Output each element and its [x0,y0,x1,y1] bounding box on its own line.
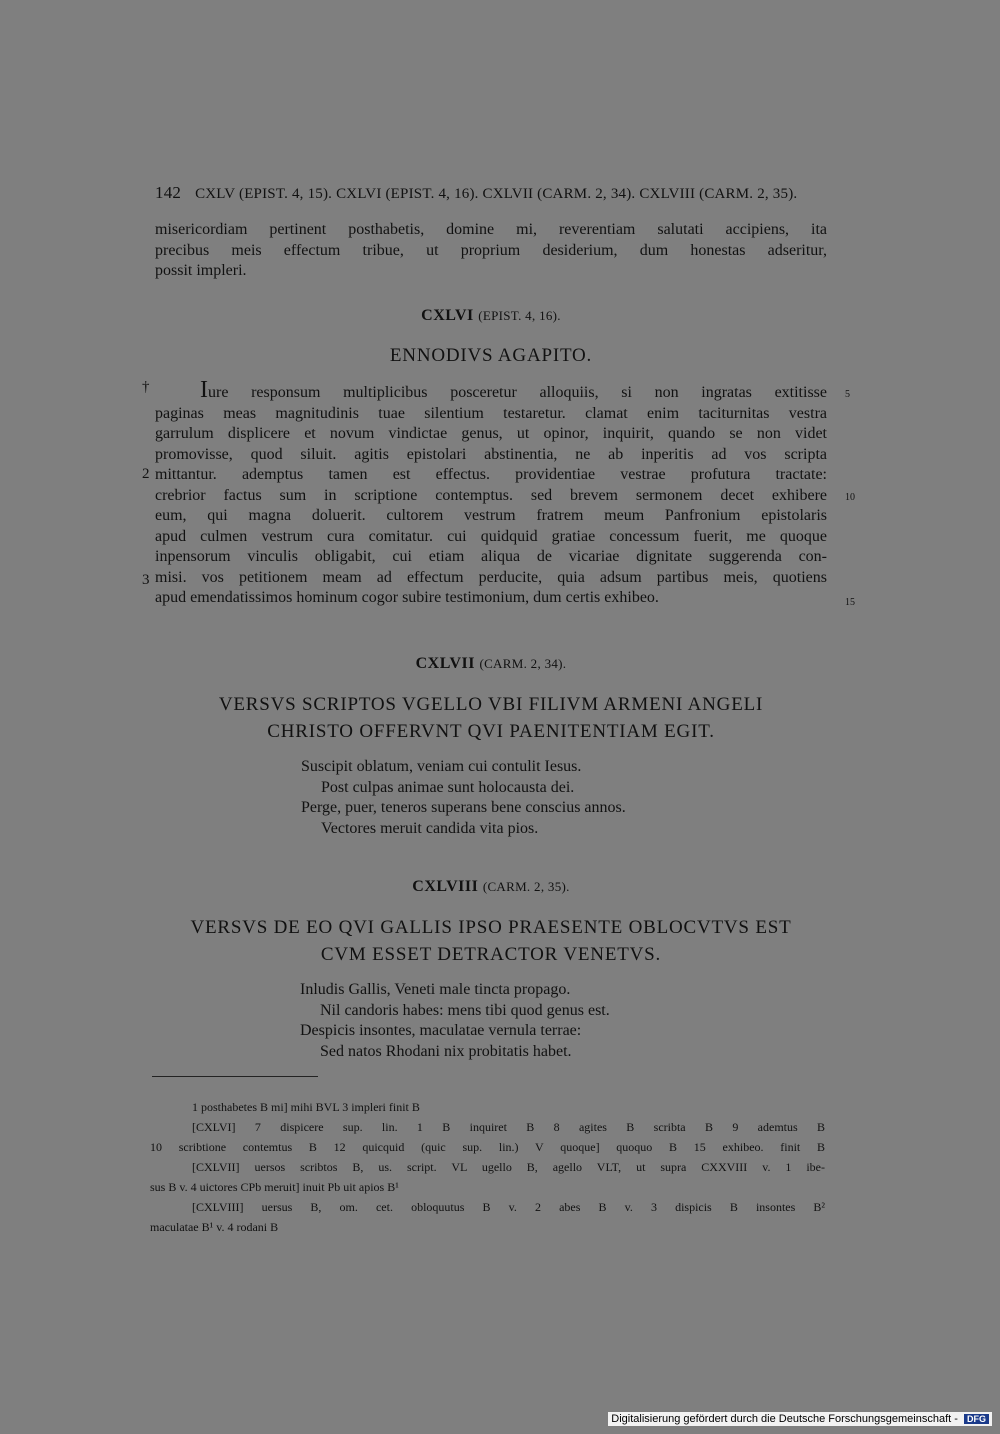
text-line: crebrior factus sum in scriptione contemptus. sed brevem sermonem decet exhibere [155,486,827,504]
running-header [155,183,797,203]
section-title-147-line-1: VERSVS SCRIPTOS VGELLO VBI FILIVM ARMENI ANGELI [218,694,764,715]
note-line: 1 posthabetes B mi] mihi BVL 3 impleri finit B [192,1100,420,1114]
dfg-logo: DFG [964,1414,989,1424]
text-line: possit impleri. [155,262,247,279]
section-title-147-line-2: CHRISTO OFFERVNT QVI PAENITENTIAM EGIT. [267,721,715,742]
note-line: maculatae B¹ v. 4 rodani B [150,1220,279,1234]
margin-dagger: † [142,379,150,395]
footer-text: Digitalisierung gefördert durch die Deutsche Forschungsgemeinschaft - [611,1413,958,1425]
running-title: CXLV (EPIST. 4, 15). CXLVI (EPIST. 4, 16). CXLVII (CARM. 2, 34). CXLVIII (CARM. 2, 35). [195,186,798,202]
verse-line: Nil candoris habes: mens tibi quod genus est. [320,1001,610,1019]
verse-line: Vectores meruit candida vita pios. [321,819,539,837]
page-number: 142 [155,183,182,202]
footnote-rule [152,1076,318,1077]
poem-148 [300,980,610,1062]
text-line: apud culmen vestrum cura comitatur. cui quidquid gratiae concessum fuerit, me quoque [155,527,827,545]
initial-letter: I [200,377,208,403]
poem-147 [301,757,626,839]
text-line: misericordiam pertinent posthabetis, domine mi, reverentiam salutati accipiens, ita [155,221,827,238]
text-line: misi. vos petitionem meam ad effectum perducite, quia adsum partibus meis, quotiens [155,568,827,586]
critical-apparatus [150,1097,825,1237]
note-line: [CXLVII] uersos scribtos B, us. script. VL ugello B, agello VLT, ut supra CXXVIII v. 1 ibe- [192,1160,825,1174]
section-title-148-line-1: VERSVS DE EO QVI GALLIS IPSO PRAESENTE OBLOCVTVS EST [190,917,792,938]
verse-line: Post culpas animae sunt holocausta dei. [321,778,575,796]
funding-footer [608,1412,992,1426]
section-title-146: ENNODIVS AGAPITO. [389,345,593,366]
line-number: 10 [845,492,855,503]
margin-number: 2 [142,466,150,482]
line-number: 15 [845,597,855,608]
margin-number: 3 [142,572,150,588]
letter-body-146 [155,377,827,609]
note-line: [CXLVIII] uersus B, om. cet. obloquutus B v. 2 abes B v. 3 dispicis B insontes B² [192,1200,825,1214]
text-line: inpensorum vinculis obligabit, cui etiam aliqua de vicariae dignitate suggerenda con- [155,548,827,565]
text-line: garrulum displicere et novum vindictae genus, ut opinor, inquirit, quando se non videt [155,425,827,442]
text-line: precibus meis effectum tribue, ut proprium desiderium, dum honestas adseritur, [155,241,827,259]
verse-line: Suscipit oblatum, veniam cui contulit Iesus. [301,758,582,775]
verse-line: Despicis insontes, maculatae vernula terrae: [300,1022,582,1039]
section-number-146: CXLVI (EPIST. 4, 16). [421,307,561,324]
intro-paragraph [155,220,827,282]
note-line: sus B v. 4 uictores CPb meruit] inuit Pb uit apios B¹ [150,1180,399,1194]
section-title-148-line-2: CVM ESSET DETRACTOR VENETVS. [320,944,662,965]
note-line: 10 scribtione contemtus B 12 quicquid (quic sup. lin.) V quoque] quoquo B 15 exhibeo. finit B [150,1140,825,1154]
text-line: Iure responsum multiplicibus posceretur alloquiis, si non ingratas extitisse [200,377,827,403]
verse-line: Inludis Gallis, Veneti male tincta propago. [300,981,571,998]
text-line: paginas meas magnitudinis tuae silentium testaretur. clamat enim taciturnitas vestra [155,404,827,422]
verse-line: Perge, puer, teneros superans bene conscius annos. [301,799,626,816]
line-number: 5 [845,389,850,400]
verse-line: Sed natos Rhodani nix probitatis habet. [320,1042,572,1060]
section-number-147: CXLVII (CARM. 2, 34). [415,655,567,672]
note-line: [CXLVI] 7 dispicere sup. lin. 1 B inquiret B 8 agites B scribta B 9 ademtus B [192,1120,825,1134]
section-number-148: CXLVIII (CARM. 2, 35). [412,878,570,895]
text-line: promovisse, quod siluit. agitis epistolari abstinentia, ne ab inperitis ad vos scripta [155,445,827,463]
text-line: eum, qui magna doluerit. cultorem vestrum fratrem meum Panfronium epistolaris [155,507,827,524]
text-line: apud emendatissimos hominum cogor subire testimonium, dum certis exhibeo. [155,589,659,606]
text-line: mittantur. ademptus tamen est effectus. providentiae vestrae profutura tractate: [155,466,827,483]
